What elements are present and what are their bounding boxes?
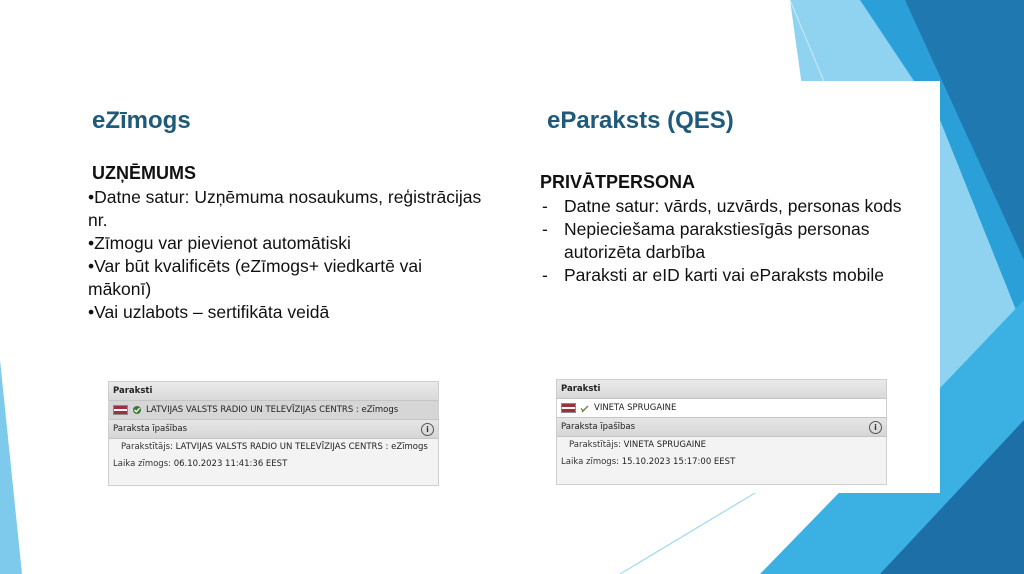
left-bullet-list <box>88 186 528 324</box>
timestamp-label: Laika zīmogs: <box>113 459 171 469</box>
signer-value: VINETA SPRUGAINE <box>623 440 706 450</box>
left-subhead: UZŅĒMUMS <box>92 163 196 183</box>
signer-label: Parakstītājs: <box>121 442 173 452</box>
right-item-text: Datne satur: vārds, uzvārds, personas kods <box>564 196 902 216</box>
signature-name: VINETA SPRUGAINE <box>594 403 677 413</box>
seal-check-icon <box>132 405 142 415</box>
timestamp-row <box>109 456 438 473</box>
timestamp-row <box>557 454 886 471</box>
right-list-item <box>540 195 935 218</box>
timestamp-value: 15.10.2023 15:17:00 EEST <box>621 457 736 467</box>
right-item-text-cont: autorizēta darbība <box>564 242 706 262</box>
right-item-list <box>540 195 935 287</box>
right-title: eParaksts (QES) <box>547 107 734 134</box>
right-list-item <box>540 218 935 264</box>
signatures-header: Paraksti <box>557 380 886 399</box>
signatures-header: Paraksti <box>109 382 438 401</box>
info-icon[interactable]: i <box>421 423 434 436</box>
properties-header[interactable] <box>109 419 438 439</box>
signer-row <box>557 437 886 454</box>
left-bullet-line: mākonī) <box>88 279 152 299</box>
bg-shape-left-edge <box>0 360 22 574</box>
right-item-text: Nepieciešama parakstiesīgās personas <box>564 219 870 239</box>
properties-label: Paraksta īpašības <box>561 422 636 432</box>
info-icon[interactable]: i <box>869 421 882 434</box>
left-bullet-line: •Datne satur: Uzņēmuma nosaukums, reģistrācijas <box>88 187 482 207</box>
right-item-text: Paraksti ar eID karti vai eParaksts mobile <box>564 265 884 285</box>
dash-marker: - <box>542 265 548 285</box>
pen-check-icon <box>580 403 590 413</box>
left-bullet-line: •Vai uzlabots – sertifikāta veidā <box>88 302 330 322</box>
dash-marker: - <box>542 219 548 239</box>
left-title: eZīmogs <box>92 107 191 134</box>
timestamp-label: Laika zīmogs: <box>561 457 619 467</box>
signer-value: LATVIJAS VALSTS RADIO UN TELEVĪZIJAS CENTRS : eZīmogs <box>175 442 428 452</box>
dash-marker: - <box>542 196 548 216</box>
latvian-flag-icon <box>561 403 576 413</box>
left-bullet-line: •Var būt kvalificēts (eZīmogs+ viedkartē vai <box>88 256 423 276</box>
right-signature-panel <box>556 379 887 485</box>
left-bullet-line: nr. <box>88 210 108 230</box>
signer-label: Parakstītājs: <box>569 440 621 450</box>
signature-row[interactable] <box>557 399 886 417</box>
properties-label: Paraksta īpašības <box>113 424 188 434</box>
latvian-flag-icon <box>113 405 128 415</box>
signature-row[interactable] <box>109 401 438 419</box>
signer-row <box>109 439 438 456</box>
right-list-item <box>540 264 935 287</box>
signature-name: LATVIJAS VALSTS RADIO UN TELEVĪZIJAS CENTRS : eZīmogs <box>146 405 399 415</box>
properties-header[interactable] <box>557 417 886 437</box>
right-subhead: PRIVĀTPERSONA <box>540 172 696 192</box>
timestamp-value: 06.10.2023 11:41:36 EEST <box>173 459 288 469</box>
left-bullet-line: •Zīmogu var pievienot automātiski <box>88 233 351 253</box>
left-signature-panel <box>108 381 439 486</box>
bg-line-accent <box>620 490 760 574</box>
